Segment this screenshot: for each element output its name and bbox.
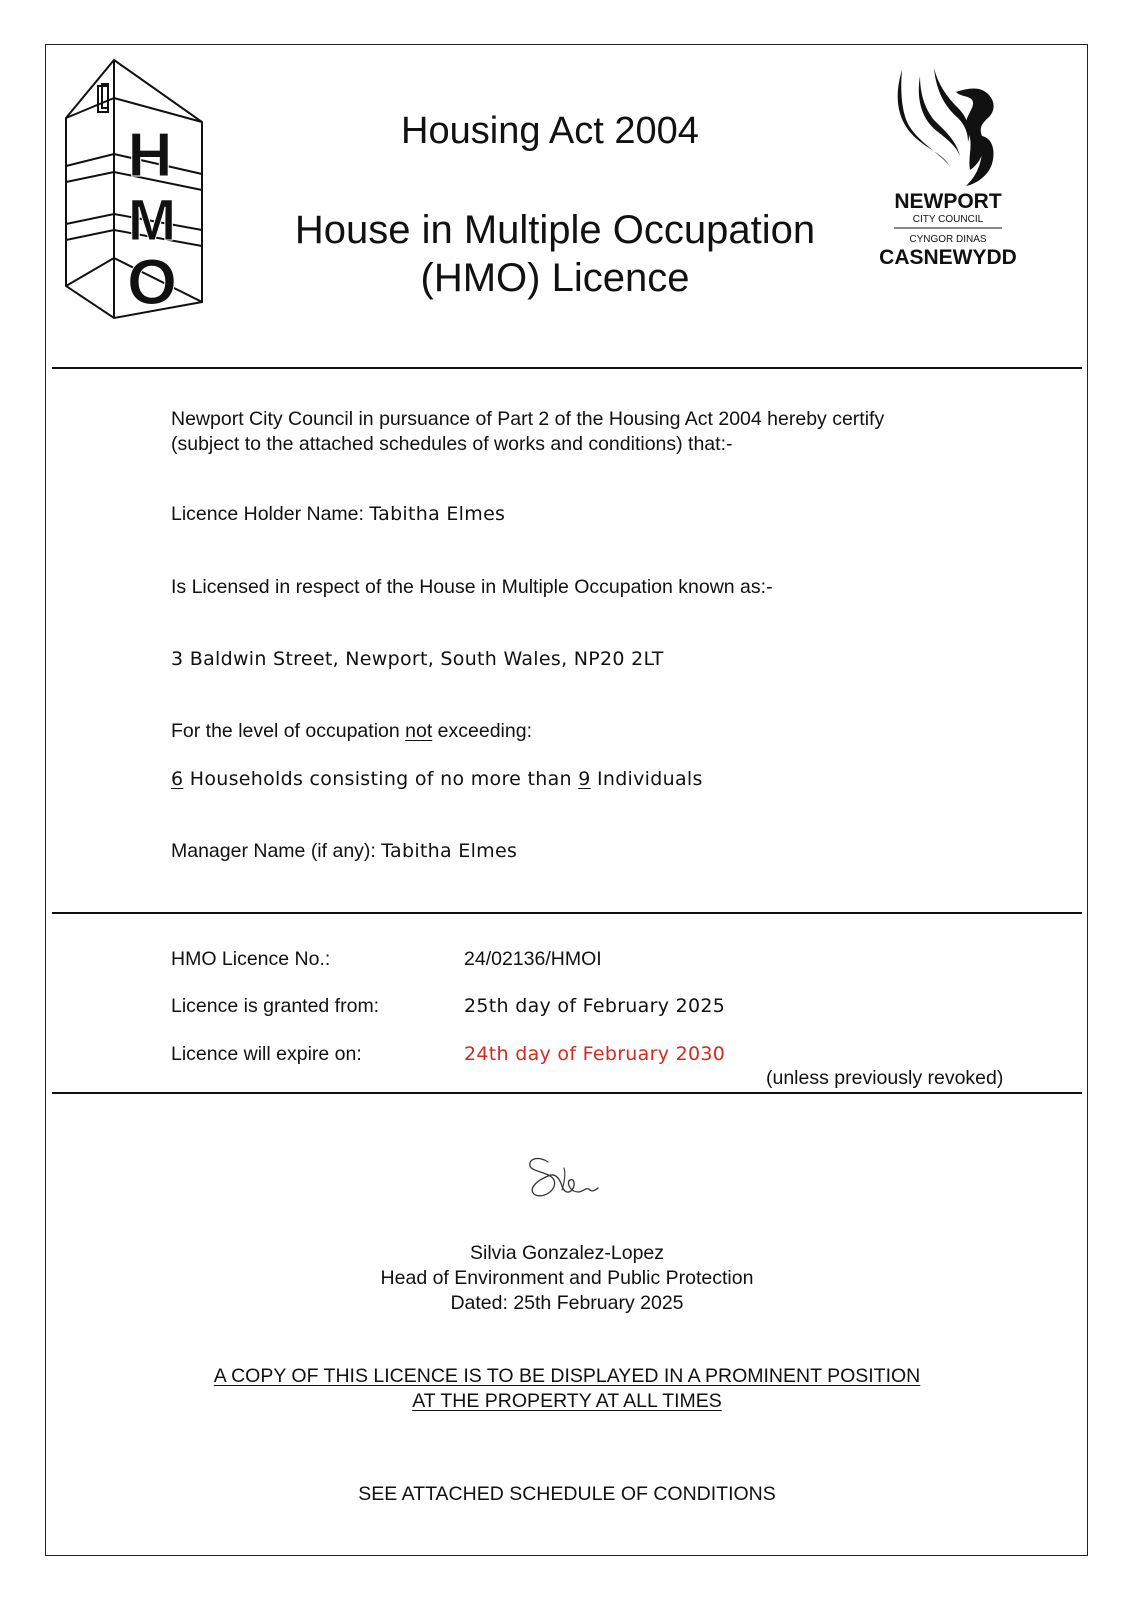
logo-letter-m: M <box>127 188 177 253</box>
display-notice-line-1: A COPY OF THIS LICENCE IS TO BE DISPLAYED IN A PROMINENT POSITION <box>213 1365 921 1387</box>
expire-label: Licence will expire on: <box>171 1043 362 1065</box>
council-name-cy: CASNEWYDD <box>879 246 1017 269</box>
signatory-block <box>300 1241 834 1316</box>
households-text: Households consisting of no more than <box>189 768 572 790</box>
divider-middle <box>52 912 1082 914</box>
licence-holder <box>171 502 505 527</box>
council-sub-en: CITY COUNCIL <box>912 214 984 225</box>
revoked-note: (unless previously revoked) <box>766 1067 1004 1089</box>
signature-image <box>520 1150 620 1210</box>
licensed-statement: Is Licensed in respect of the House in Multiple Occupation known as:- <box>171 576 773 598</box>
subtitle-line-1: House in Multiple Occupation <box>294 208 816 252</box>
occupation-not: not <box>405 720 433 742</box>
occupation-limits <box>171 767 703 792</box>
granted-label: Licence is granted from: <box>171 995 380 1017</box>
intro-line-1: Newport City Council in pursuance of Part 2 of the Housing Act 2004 hereby certify <box>171 408 885 430</box>
signatory-name: Silvia Gonzalez-Lopez <box>469 1242 665 1264</box>
manager <box>171 839 517 864</box>
licence-number-label: HMO Licence No.: <box>171 948 331 970</box>
certification-intro <box>171 407 884 457</box>
holder-name: Tabitha Elmes <box>369 503 506 525</box>
occupation-level <box>171 719 532 744</box>
signatory-role: Head of Environment and Public Protection <box>380 1267 754 1289</box>
occupation-suffix: exceeding: <box>437 720 532 742</box>
expire-date: 24th day of February 2030 <box>464 1043 726 1065</box>
council-sub-cy: CYNGOR DINAS <box>909 234 987 245</box>
signatory-dated: Dated: 25th February 2025 <box>450 1292 684 1314</box>
granted-date: 25th day of February 2025 <box>464 995 726 1017</box>
divider-top <box>52 367 1082 369</box>
individuals-count: 9 <box>578 768 591 790</box>
property-address: 3 Baldwin Street, Newport, South Wales, NP20 2LT <box>171 648 664 670</box>
divider-bottom <box>52 1092 1082 1094</box>
manager-name: Tabitha Elmes <box>381 840 518 862</box>
licence-number: 24/02136/HMOI <box>464 948 602 970</box>
intro-line-2: (subject to the attached schedules of works and conditions) that:- <box>171 433 733 455</box>
document-title: Housing Act 2004 <box>401 110 699 152</box>
subtitle-line-2: (HMO) Licence <box>420 256 690 300</box>
logo-letter-h: H <box>127 121 173 190</box>
logo-letter-o: O <box>127 246 177 318</box>
occupation-prefix: For the level of occupation <box>171 720 400 742</box>
individuals-text: Individuals <box>596 768 703 790</box>
newport-council-logo <box>872 66 1032 272</box>
display-notice-line-2: AT THE PROPERTY AT ALL TIMES <box>412 1390 722 1412</box>
dragon-emblem-icon <box>898 68 994 186</box>
households-count: 6 <box>171 768 184 790</box>
display-notice <box>150 1364 984 1414</box>
schedule-notice: SEE ATTACHED SCHEDULE OF CONDITIONS <box>358 1483 776 1505</box>
holder-label: Licence Holder Name: <box>171 503 364 525</box>
council-name-en: NEWPORT <box>894 190 1002 213</box>
manager-label: Manager Name (if any): <box>171 840 376 862</box>
